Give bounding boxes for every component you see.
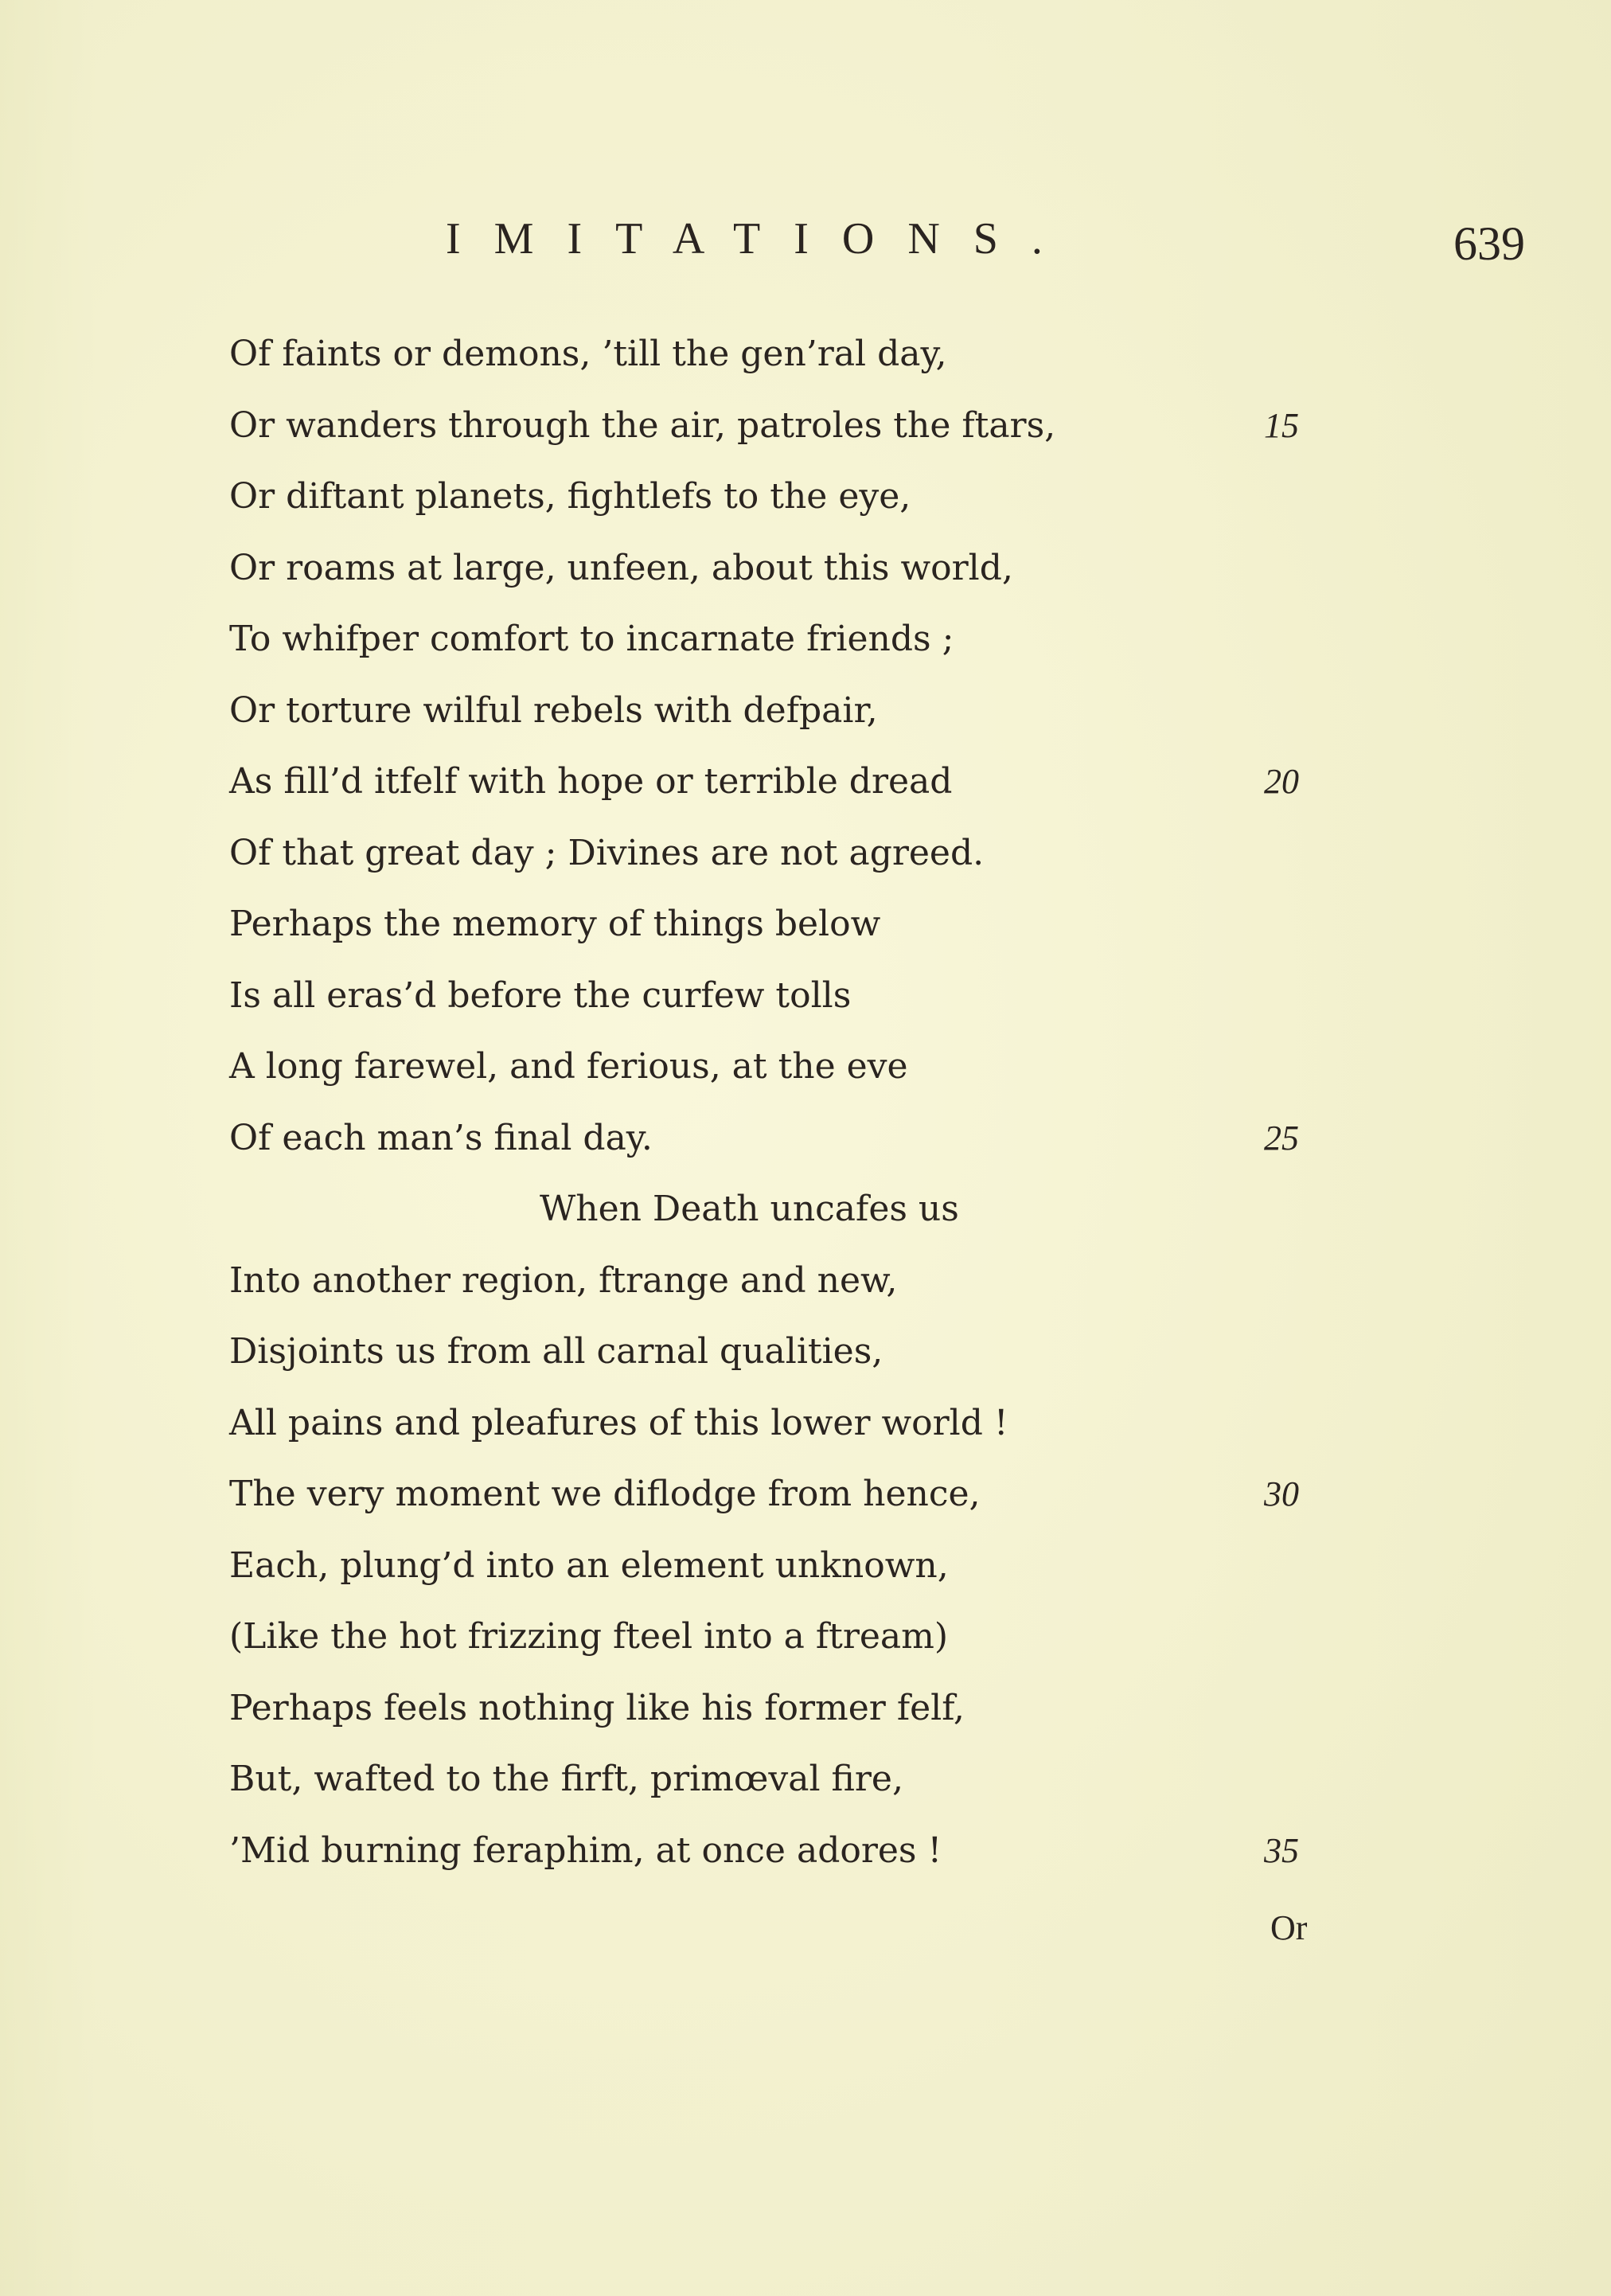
verse-line-text: Perhaps the memory of things below bbox=[229, 904, 881, 944]
line-number: 25 bbox=[1264, 1118, 1299, 1158]
line-number: 30 bbox=[1264, 1474, 1299, 1513]
verse-line bbox=[229, 1388, 1503, 1459]
page-number: 639 bbox=[1453, 217, 1525, 270]
verse-line-text: Or roams at large, unfeen, about this world, bbox=[229, 547, 1013, 588]
verse-line-text: Or wanders through the air, patroles the ftars, bbox=[229, 404, 1056, 446]
verse-line-text: Of faints or demons, ’till the gen’ral day, bbox=[229, 334, 947, 374]
verse-line bbox=[229, 533, 1503, 604]
verse-line-text: Disjoints us from all carnal qualities, bbox=[229, 1331, 884, 1372]
verse-line-text: The very moment we diflodge from hence, bbox=[229, 1474, 981, 1514]
verse-line bbox=[229, 1245, 1503, 1317]
verse-line-text: Or diftant planets, fightlefs to the eye, bbox=[229, 476, 911, 517]
verse-line bbox=[229, 461, 1503, 533]
verse-line bbox=[229, 818, 1503, 889]
verse-line bbox=[229, 390, 1503, 462]
verse-line bbox=[229, 1815, 1503, 1887]
line-number: 35 bbox=[1264, 1830, 1299, 1870]
verse-line bbox=[229, 1458, 1503, 1530]
verse-line bbox=[229, 1031, 1503, 1103]
verse-line-text: Each, plung’d into an element unknown, bbox=[229, 1544, 949, 1586]
verse-line-text: ’Mid burning feraphim, at once adores ! bbox=[229, 1829, 942, 1871]
line-number: 20 bbox=[1264, 762, 1299, 801]
verse-line-text: Of each man’s final day. bbox=[229, 1117, 653, 1158]
verse-line bbox=[229, 1673, 1503, 1744]
verse-line-text: As fill’d itfelf with hope or terrible dread bbox=[229, 761, 953, 802]
line-number: 15 bbox=[1264, 405, 1299, 445]
verse-line bbox=[229, 1316, 1503, 1388]
verse-line bbox=[229, 675, 1503, 747]
catchword: Or bbox=[1270, 1908, 1308, 1947]
verse-line bbox=[229, 1601, 1503, 1673]
verse-line-text: Is all eras’d before the curfew tolls bbox=[229, 974, 852, 1016]
verse-line-text: When Death uncafes us bbox=[540, 1189, 959, 1229]
verse-line-text: Into another region, ftrange and new, bbox=[229, 1259, 898, 1301]
verse-line-text: Or torture wilful rebels with defpair, bbox=[229, 689, 878, 731]
verse-line-text: Of that great day ; Divines are not agreed. bbox=[229, 832, 985, 873]
verse-line-text: But, wafted to the firft, primœval fire, bbox=[229, 1759, 903, 1799]
verse-line bbox=[229, 1530, 1503, 1602]
verse-line-text: All pains and pleafures of this lower world ! bbox=[229, 1402, 1008, 1443]
poem-text bbox=[229, 318, 1503, 1886]
verse-line bbox=[229, 1103, 1503, 1174]
verse-line bbox=[229, 1743, 1503, 1815]
verse-line-text: (Like the hot frizzing fteel into a ftream) bbox=[229, 1616, 949, 1657]
verse-line bbox=[229, 888, 1503, 960]
verse-line-text: A long farewel, and ferious, at the eve bbox=[229, 1046, 908, 1087]
verse-line-text: Perhaps feels nothing like his former felf, bbox=[229, 1687, 965, 1728]
verse-line-text: To whifper comfort to incarnate friends ; bbox=[229, 619, 954, 659]
verse-line bbox=[229, 746, 1503, 818]
verse-line-indented bbox=[229, 1173, 1503, 1245]
verse-line bbox=[229, 960, 1503, 1032]
running-title: IMITATIONS. bbox=[446, 214, 1076, 264]
verse-line bbox=[229, 603, 1503, 675]
verse-line bbox=[229, 318, 1503, 390]
